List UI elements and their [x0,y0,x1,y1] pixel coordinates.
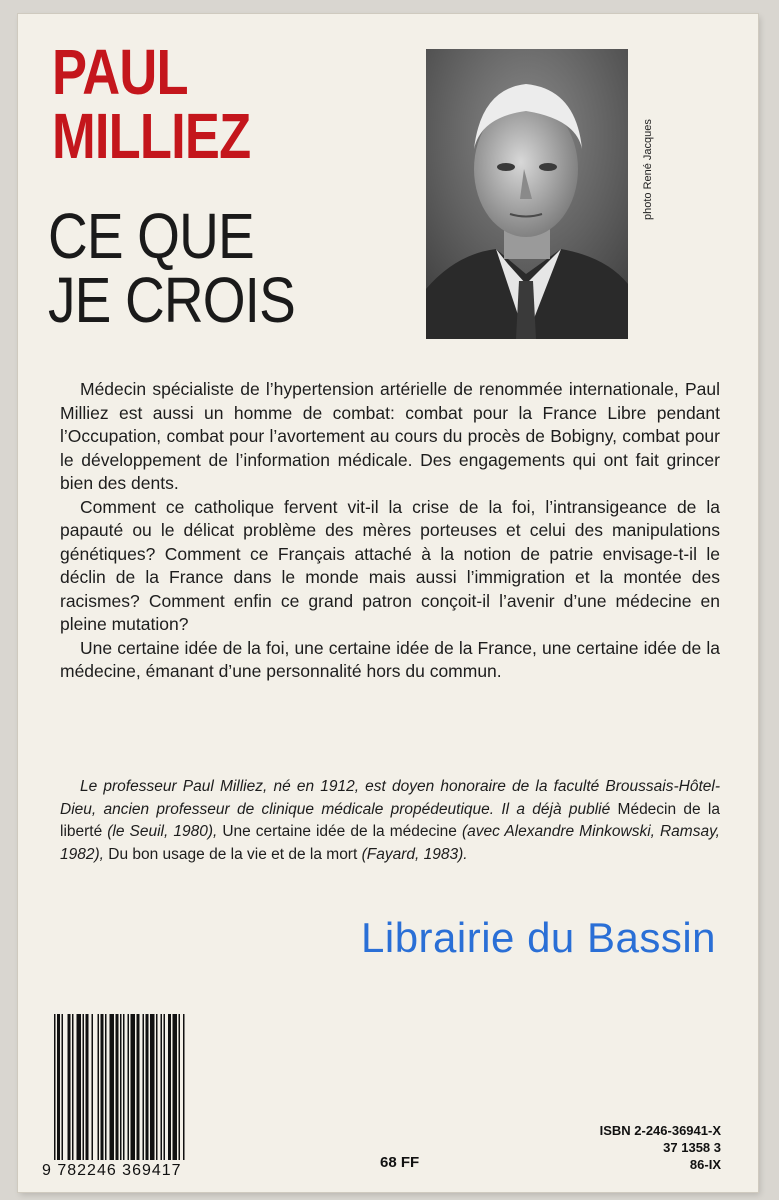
print-code: 86-IX [689,1157,721,1172]
isbn-block [581,1122,721,1173]
author-last-name: MILLIEZ [52,100,251,172]
barcode-number: 9 782246 369417 [42,1162,182,1179]
book-back-cover [18,14,758,1192]
blurb-paragraph: Médecin spécialiste de l’hypertension artérielle de renommée internationale, Paul Milliez est aussi un homme de combat: combat pour la France Libre pendant l’Occupation, combat pour l’avortement au cours du procès de Bobigny, combat pour le développement de l’information médicale. Des engagements qui ont fait grincer bien des dents. [60,379,720,493]
publisher-2: (avec Alexandre Minkowski, Ramsay, 1982), [60,823,720,863]
photo-credit: photo René Jacques [642,119,654,220]
seller-watermark: Librairie du Bassin [361,914,717,961]
title-line-1: CE QUE [48,200,254,272]
book-title [48,200,295,336]
blurb-paragraph: Une certaine idée de la foi, une certaine idée de la France, une certaine idée de la médecine, émanant d’une personnalité hors du commun. [60,637,720,681]
catalog-code: 37 1358 3 [663,1140,721,1155]
book-title-3: Du bon usage de la vie et de la mort [108,845,358,863]
bio-text: Le professeur Paul Milliez, né en 1912, est doyen honoraire de la faculté Broussais-Hôtel-Dieu, ancien professeur de clinique médicale propédeutique. Il a déjà publié [60,778,720,818]
book-title-1: Médecin de la liberté [60,800,720,840]
author-first-name: PAUL [52,36,188,108]
barcode-bars [42,1014,214,1160]
barcode [42,1014,214,1184]
publisher-1: (le Seuil, 1980), [102,823,223,840]
author-photo [426,49,628,339]
book-title-2: Une certaine idée de la médecine [222,823,457,840]
title-line-2: JE CROIS [48,264,295,336]
blurb-paragraph: Comment ce catholique fervent vit-il la crise de la foi, l’intransigeance de la papauté ou le délicat problème des mères porteuses et celui des manipulations génétiques? Comment ce Français attaché à la notion de patrie envisage-t-il le déclin de la France dans le monde mais aussi l’immigration et la montée des racismes? Comment enfin ce grand patron conçoit-il l’avenir d’une médecine en pleine mutation? [60,496,720,634]
isbn: ISBN 2-246-36941-X [599,1123,721,1138]
publisher-3: (Fayard, 1983). [357,845,468,863]
blurb [60,378,720,684]
author-bio [60,776,720,866]
price: 68 FF [380,1154,420,1171]
author-name [52,36,251,172]
